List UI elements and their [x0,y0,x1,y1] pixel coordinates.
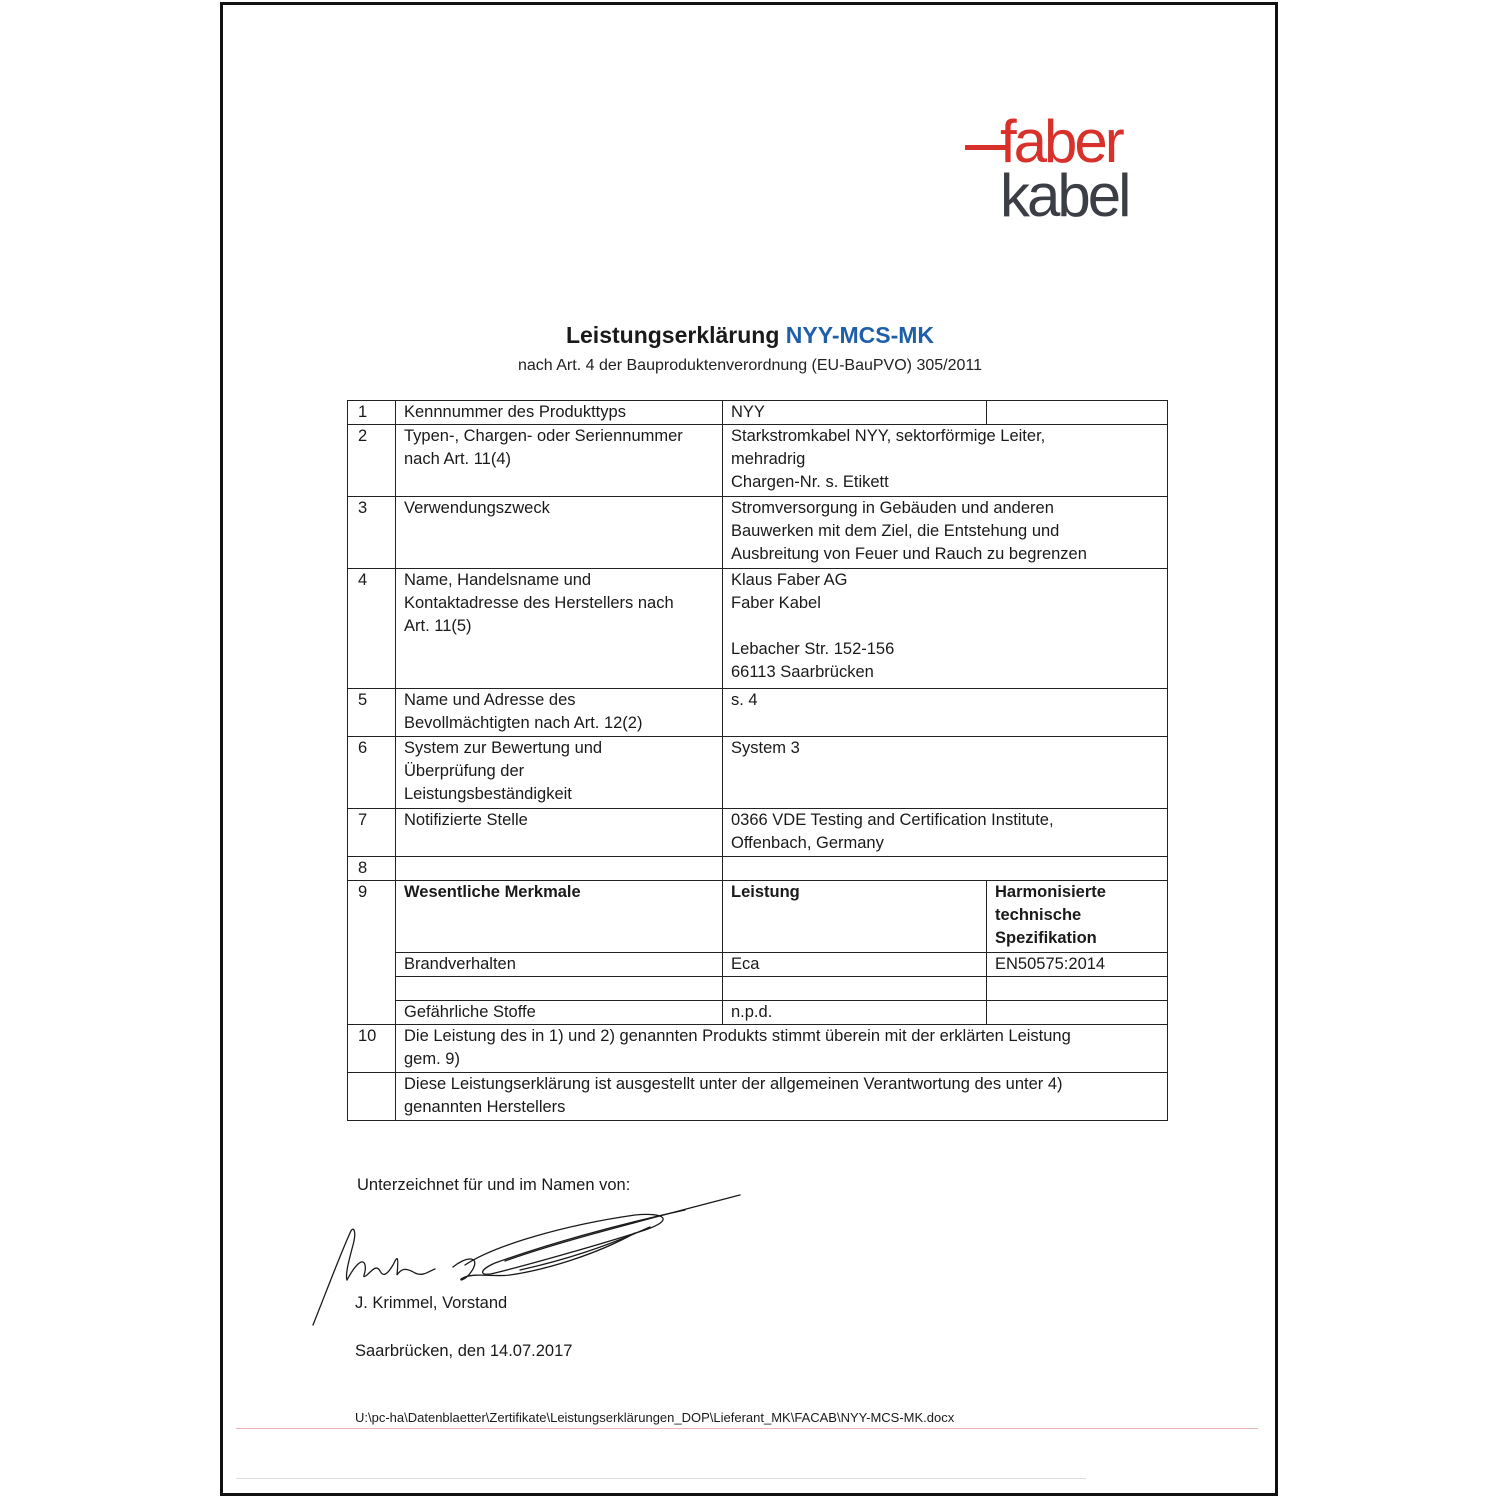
row-value: Starkstromkabel NYY, sektorförmige Leiter, mehradrig Chargen-Nr. s. Etikett [723,425,1168,497]
file-path: U:\pc-ha\Datenblaetter\Zertifikate\Leistungserklärungen_DOP\Lieferant_MK\FACAB\NYY-MCS-MK.docx [355,1410,955,1425]
row-empty-cell [987,401,1168,425]
spezifikation-cell [987,1001,1168,1025]
place-and-date: Saarbrücken, den 14.07.2017 [355,1342,573,1360]
signed-for-label: Unterzeichnet für und im Namen von: [357,1176,631,1194]
table-row [348,737,1168,809]
row-number: 2 [348,425,396,497]
signer-name: J. Krimmel, Vorstand [355,1294,508,1312]
table-row [348,1001,1168,1025]
table-row [348,809,1168,857]
title-prefix: Leistungserklärung [565,322,786,348]
table-row [348,953,1168,977]
spezifikation-header: Harmonisierte technische Spezifikation [987,881,1168,953]
logo-text-faber: faber [1000,108,1122,175]
merkmal-cell: Brandverhalten [396,953,723,977]
row-label: Name und Adresse des Bevollmächtigten nach Art. 12(2) [396,689,723,737]
conformity-statement: Die Leistung des in 1) und 2) genannten Produkts stimmt überein mit der erklärten Leistung gem. 9) [396,1025,1168,1073]
row-number: 5 [348,689,396,737]
merkmal-cell [396,977,723,1001]
table-row [348,425,1168,497]
table-row [348,1073,1168,1121]
row-label: Name, Handelsname und Kontaktadresse des Herstellers nach Art. 11(5) [396,569,723,689]
leistung-cell [723,977,987,1001]
row-label [396,857,723,881]
row-value: s. 4 [723,689,1168,737]
footer-divider-faint [236,1478,1086,1479]
row-value: 0366 VDE Testing and Certification Institute, Offenbach, Germany [723,809,1168,857]
table-row [348,1025,1168,1073]
spezifikation-cell [987,977,1168,1001]
logo-text-kabel: kabel [1000,162,1129,229]
row-number: 10 [348,1025,396,1073]
row-number: 8 [348,857,396,881]
declaration-table [347,400,1168,1121]
row-label: Verwendungszweck [396,497,723,569]
footer-divider [236,1428,1258,1429]
table-row [348,497,1168,569]
table-row [348,857,1168,881]
table-row [348,977,1168,1001]
table-row [348,689,1168,737]
title-product-code: NYY-MCS-MK [785,322,935,348]
row-number: 7 [348,809,396,857]
section9-header-row [348,881,1168,953]
document-subtitle: nach Art. 4 der Bauproduktenverordnung (EU-BauPVO) 305/2011 [518,357,982,374]
merkmal-cell: Gefährliche Stoffe [396,1001,723,1025]
row-label: Typen-, Chargen- oder Seriennummer nach Art. 11(4) [396,425,723,497]
leistung-cell: Eca [723,953,987,977]
merkmale-header: Wesentliche Merkmale [396,881,723,953]
table-row [348,569,1168,689]
row-number: 6 [348,737,396,809]
spezifikation-cell: EN50575:2014 [987,953,1168,977]
responsibility-statement: Diese Leistungserklärung ist ausgestellt unter der allgemeinen Verantwortung des unter 4) genannten Herstellers [396,1073,1168,1121]
faber-kabel-logo [960,108,1170,233]
row-number: 9 [348,881,396,1025]
row-number: 1 [348,401,396,425]
row-number [348,1073,396,1121]
row-number: 4 [348,569,396,689]
row-label: Notifizierte Stelle [396,809,723,857]
table-row [348,401,1168,425]
row-value [723,857,1168,881]
row-value: System 3 [723,737,1168,809]
row-value: Stromversorgung in Gebäuden und anderen Bauwerken mit dem Ziel, die Entstehung und Ausbreitung von Feuer und Rauch zu begrenzen [723,497,1168,569]
row-label: Kennnummer des Produkttyps [396,401,723,425]
row-value: NYY [723,401,987,425]
row-number: 3 [348,497,396,569]
leistung-header: Leistung [723,881,987,953]
row-value: Klaus Faber AG Faber Kabel Lebacher Str. 152-156 66113 Saarbrücken [723,569,1168,689]
row-label: System zur Bewertung und Überprüfung der Leistungsbeständigkeit [396,737,723,809]
document-title [0,322,1500,349]
leistung-cell: n.p.d. [723,1001,987,1025]
